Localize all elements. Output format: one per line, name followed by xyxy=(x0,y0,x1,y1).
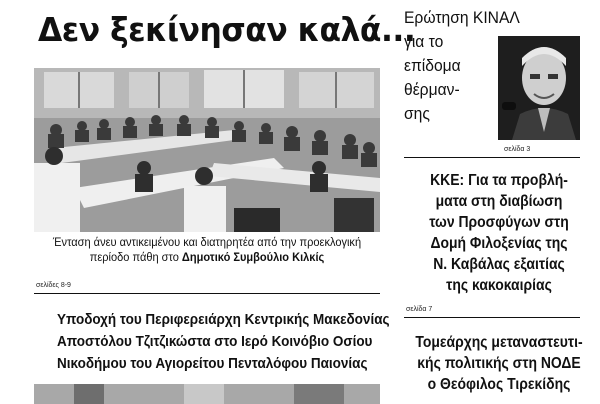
tomea-story-headline[interactable] xyxy=(404,332,594,395)
tomea-line: κής πολιτικής στη ΝΟΔΕ xyxy=(417,355,581,372)
council-meeting-photo-graphic xyxy=(34,68,380,232)
council-meeting-photo xyxy=(34,68,380,232)
kke-line: Δομή Φιλοξενίας της xyxy=(430,235,568,252)
kinal-line: επίδομα xyxy=(404,56,461,75)
kke-line: της κακοκαιρίας xyxy=(446,277,552,294)
politician-portrait xyxy=(498,36,580,140)
second-story-photo xyxy=(34,384,380,404)
kinal-page-ref: σελίδα 3 xyxy=(504,146,531,153)
kke-line: ματα στη διαβίωση xyxy=(435,193,563,210)
caption-bold-text: Δημοτικό Συμβούλιο Κιλκίς xyxy=(181,250,325,264)
kinal-line: για το xyxy=(404,32,444,51)
kinal-line: Ερώτηση ΚΙΝΑΛ xyxy=(404,8,520,27)
second-story-line: Υποδοχή του Περιφερειάρχη Κεντρικής Μακεδονίας xyxy=(57,311,390,328)
kinal-story-headline[interactable] xyxy=(404,6,520,126)
kinal-line: θέρμαν- xyxy=(404,80,460,99)
kke-line: ΚΚΕ: Για τα προβλή- xyxy=(430,172,568,189)
right-divider-2 xyxy=(404,317,580,318)
second-story-headline[interactable] xyxy=(40,309,390,375)
kke-page-ref: σελίδα 7 xyxy=(406,306,433,313)
main-headline[interactable]: Δεν ξεκίνησαν καλά... xyxy=(38,10,416,49)
main-photo-caption xyxy=(48,235,366,265)
kke-line: των Προσφύγων στη xyxy=(429,214,569,231)
second-story-photo-graphic xyxy=(34,384,380,404)
politician-portrait-graphic xyxy=(498,36,580,140)
tomea-line: Τομεάρχης μεταναστευτι- xyxy=(415,334,583,351)
right-column xyxy=(398,0,600,400)
second-story-line: Νικοδήμου του Αγιορείτου Πενταλόφου Παιονίας xyxy=(57,355,368,372)
section-divider xyxy=(34,293,380,294)
second-story-line: Αποστόλου Τζιτζικώστα στο Ιερό Κοινόβιο Οσίου xyxy=(57,333,373,350)
caption-text: Ένταση άνευ αντικειμένου και διατηρητέα από την προεκλογική περίοδο πάθη στο xyxy=(52,235,362,264)
kke-story-headline[interactable] xyxy=(404,170,594,296)
tomea-line: ο Θεόφιλος Τιρεκίδης xyxy=(427,376,571,393)
right-divider-1 xyxy=(404,157,580,158)
kinal-line: σης xyxy=(404,104,430,123)
main-story-page-ref: σελίδες 8-9 xyxy=(36,282,71,289)
kke-line: Ν. Καβάλας εξαιτίας xyxy=(433,256,565,273)
